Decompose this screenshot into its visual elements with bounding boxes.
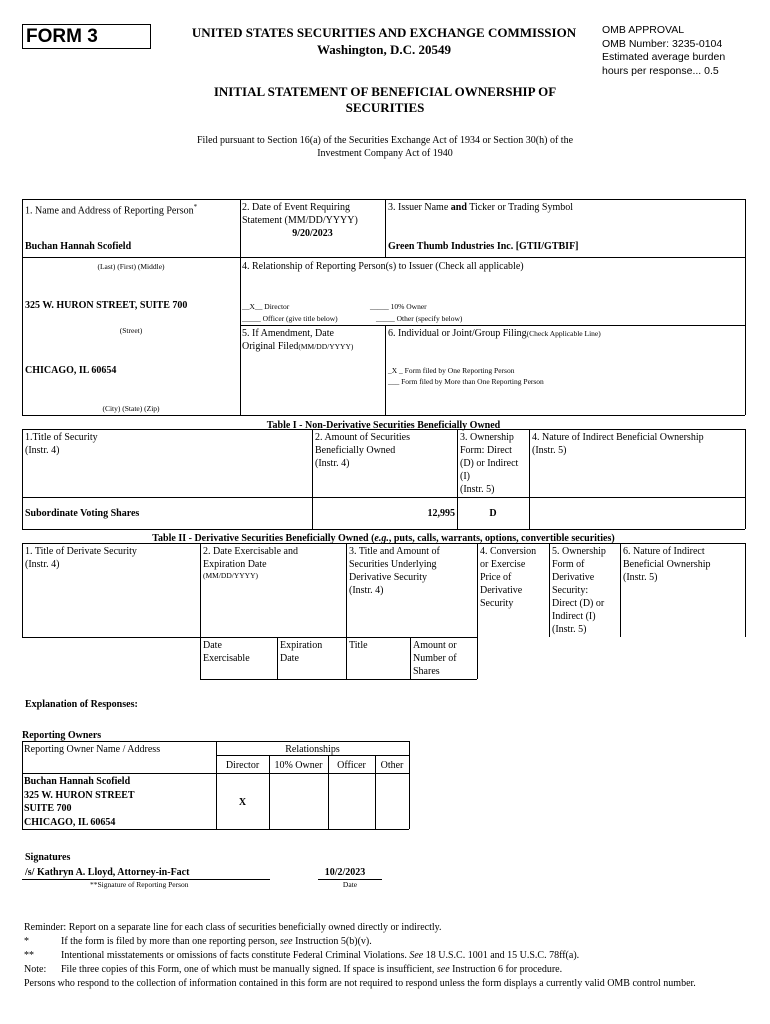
table2-sub-border2 bbox=[410, 637, 411, 679]
box-top-border bbox=[22, 199, 745, 200]
box-col3-border bbox=[385, 325, 386, 415]
table2-col2-header: 2. Date Exercisable and Expiration Date (MM/DD/YYYY) bbox=[203, 546, 298, 580]
table1-col2-header: 2. Amount of Securities Beneficially Owned (Instr. 4) bbox=[315, 432, 410, 469]
owners-left-border bbox=[22, 741, 23, 829]
box-row3-border bbox=[240, 325, 745, 326]
omb-hours: hours per response... 0.5 bbox=[602, 64, 719, 77]
omb-approval-title: OMB APPROVAL bbox=[602, 24, 685, 36]
omb-burden: Estimated average burden bbox=[602, 51, 726, 63]
filed-by-one-check: _X _ Form filed by One Reporting Person bbox=[388, 366, 515, 375]
table1-title: Table I - Non-Derivative Securities Beneficially Owned bbox=[266, 420, 501, 431]
signature-date: 10/2/2023 bbox=[324, 867, 366, 878]
box-col2-border bbox=[385, 199, 386, 257]
agency-name: UNITED STATES SECURITIES AND EXCHANGE COMMISSION bbox=[191, 25, 577, 40]
footer-reminder: Reminder: Report on a separate line for each class of securities beneficially owned directly or indirectly. bbox=[24, 922, 442, 933]
reporting-owners-heading: Reporting Owners bbox=[22, 730, 102, 741]
explanation-label: Explanation of Responses: bbox=[25, 699, 138, 710]
table2-left-border bbox=[22, 543, 23, 637]
owners-col-relationships: Relationships bbox=[285, 744, 340, 755]
table2-sub-date-exercisable: Date Exercisable bbox=[203, 640, 250, 664]
form-label: FORM 3 bbox=[26, 26, 98, 47]
filed-pursuant-line2: Investment Company Act of 1940 bbox=[317, 148, 453, 159]
table1-col4-border bbox=[529, 429, 530, 529]
table2-col5-header: 5. Ownership Form of Derivative Security: Direct (D) or Indirect (I) (Instr. 5) bbox=[552, 546, 606, 635]
agency-city: Washington, D.C. 20549 bbox=[317, 42, 451, 57]
table2-col6-header: 6. Nature of Indirect Beneficial Ownership (Instr. 5) bbox=[623, 546, 711, 583]
reporting-person-street: 325 W. HURON STREET, SUITE 700 bbox=[25, 300, 188, 311]
table2-sub-bottom bbox=[200, 679, 477, 680]
owner-director-mark: X bbox=[238, 797, 247, 808]
omb-approval-block bbox=[602, 24, 725, 78]
table2-col3-header: 3. Title and Amount of Securities Underlying Derivative Security (Instr. 4) bbox=[349, 546, 440, 596]
box-left-border bbox=[22, 199, 23, 415]
table2-col2-border bbox=[200, 543, 201, 679]
owners-sub-director: Director bbox=[225, 760, 260, 771]
table1-right-border bbox=[745, 429, 746, 529]
signature-caption: **Signature of Reporting Person bbox=[90, 880, 189, 889]
box4-label: 4. Relationship of Reporting Person(s) to Issuer (Check all applicable) bbox=[242, 261, 524, 272]
filed-pursuant-line1: Filed pursuant to Section 16(a) of the Securities Exchange Act of 1934 or Section 30(h) of the bbox=[196, 135, 574, 146]
filed-by-more-check: ___ Form filed by More than One Reporting Person bbox=[388, 377, 544, 386]
table1-col3-header: 3. Ownership Form: Direct (D) or Indirect (I) (Instr. 5) bbox=[460, 432, 519, 495]
table1-left-border bbox=[22, 429, 23, 529]
table2-sub-expiration-date: Expiration Date bbox=[280, 640, 323, 664]
table2-mid-border bbox=[22, 637, 477, 638]
issuer-name: Green Thumb Industries Inc. [GTII/GTBIF] bbox=[388, 241, 579, 252]
owners-bottom-border bbox=[22, 829, 409, 830]
director-check: __X__ Director bbox=[242, 302, 290, 311]
box-bottom-border bbox=[22, 415, 745, 416]
table2-top-border bbox=[22, 543, 745, 544]
statement-title bbox=[160, 84, 610, 116]
table2-right-border bbox=[745, 543, 746, 637]
box6-label: 6. Individual or Joint/Group Filing(Check Applicable Line) bbox=[388, 328, 601, 339]
event-date: 9/20/2023 bbox=[292, 228, 333, 239]
box-right-border bbox=[745, 199, 746, 415]
table2-sub-title: Title bbox=[349, 640, 368, 651]
table2-col4-header: 4. Conversion or Exercise Price of Derivative Security bbox=[480, 546, 537, 609]
table2-title: Table II - Derivative Securities Beneficially Owned (e.g., puts, calls, warrants, options, convertible securities) bbox=[152, 533, 615, 544]
other-check: _____ Other (specify below) bbox=[376, 314, 463, 323]
table2-sub-border1 bbox=[277, 637, 278, 679]
footer-star2: ** Intentional misstatements or omissions of facts constitute Federal Criminal Violations. See 18 U.S.C. 1001 and 15 U.S.C. 78ff(a). bbox=[24, 950, 580, 961]
statement-title-line1: INITIAL STATEMENT OF BENEFICIAL OWNERSHIP OF bbox=[213, 84, 557, 99]
box1-asterisk: * bbox=[193, 203, 198, 211]
table2-sub-amount: Amount or Number of Shares bbox=[413, 640, 457, 677]
officer-check: _____ Officer (give title below) bbox=[242, 314, 338, 323]
box1-label: 1. Name and Address of Reporting Person* bbox=[25, 203, 198, 217]
reporting-person-name: Buchan Hannah Scofield bbox=[25, 241, 132, 252]
table1-row-title: Subordinate Voting Shares bbox=[25, 508, 140, 519]
box-row2-border bbox=[22, 257, 745, 258]
form-label-box bbox=[22, 24, 151, 49]
table1-bottom-border bbox=[22, 529, 745, 530]
owner-address: Buchan Hannah Scofield 325 W. HURON STREET SUITE 700 CHICAGO, IL 60654 bbox=[24, 776, 135, 828]
filed-pursuant bbox=[100, 134, 670, 160]
table2-col1-header: 1. Title of Derivate Security (Instr. 4) bbox=[25, 546, 137, 570]
date-caption: Date bbox=[342, 880, 358, 889]
box2-label: 2. Date of Event Requiring Statement (MM/DD/YYYY) bbox=[242, 202, 358, 226]
owners-sub-ten-owner: 10% Owner bbox=[274, 760, 323, 771]
owners-right-border bbox=[409, 741, 410, 829]
table1-header-border bbox=[22, 497, 745, 498]
signatures-heading: Signatures bbox=[25, 852, 71, 863]
statement-title-line2: SECURITIES bbox=[345, 100, 425, 115]
table1-col4-header: 4. Nature of Indirect Beneficial Ownership (Instr. 5) bbox=[532, 432, 704, 456]
footer-star1: * If the form is filed by more than one reporting person, see Instruction 5(b)(v). bbox=[24, 936, 372, 947]
table1-row-amount: 12,995 bbox=[427, 508, 455, 519]
table2-col3-border bbox=[346, 543, 347, 679]
owners-col-name: Reporting Owner Name / Address bbox=[24, 744, 161, 755]
omb-number: OMB Number: 3235-0104 bbox=[602, 37, 723, 50]
table2-col5-border bbox=[549, 543, 550, 637]
street-caption: (Street) bbox=[119, 326, 143, 335]
table1-col1-header: 1.Title of Security (Instr. 4) bbox=[25, 432, 98, 456]
table2-col4-border bbox=[477, 543, 478, 679]
table2-col6-border bbox=[620, 543, 621, 637]
box5-label: 5. If Amendment, Date Original Filed(MM/DD/YYYY) bbox=[242, 328, 354, 352]
footer-note: Note: File three copies of this Form, one of which must be manually signed. If space is insufficient, see Instruction 6 for procedure. bbox=[24, 964, 563, 975]
reporting-person-city: CHICAGO, IL 60654 bbox=[25, 365, 117, 376]
ten-pct-owner-check: _____ 10% Owner bbox=[370, 302, 427, 311]
footer-persons: Persons who respond to the collection of information contained in this form are not required to respond unless the form displays a currently valid OMB control number. bbox=[24, 978, 696, 989]
signature-value: /s/ Kathryn A. Lloyd, Attorney-in-Fact bbox=[25, 867, 190, 878]
table1-row-form: D bbox=[489, 508, 497, 519]
table1-top-border bbox=[22, 429, 745, 430]
owners-sub-officer: Officer bbox=[337, 760, 366, 771]
box3-label: 3. Issuer Name and Ticker or Trading Symbol bbox=[388, 202, 574, 213]
name-caption: (Last) (First) (Middle) bbox=[97, 262, 165, 271]
city-caption: (City) (State) (Zip) bbox=[102, 404, 160, 413]
owners-sub-other: Other bbox=[380, 760, 404, 771]
